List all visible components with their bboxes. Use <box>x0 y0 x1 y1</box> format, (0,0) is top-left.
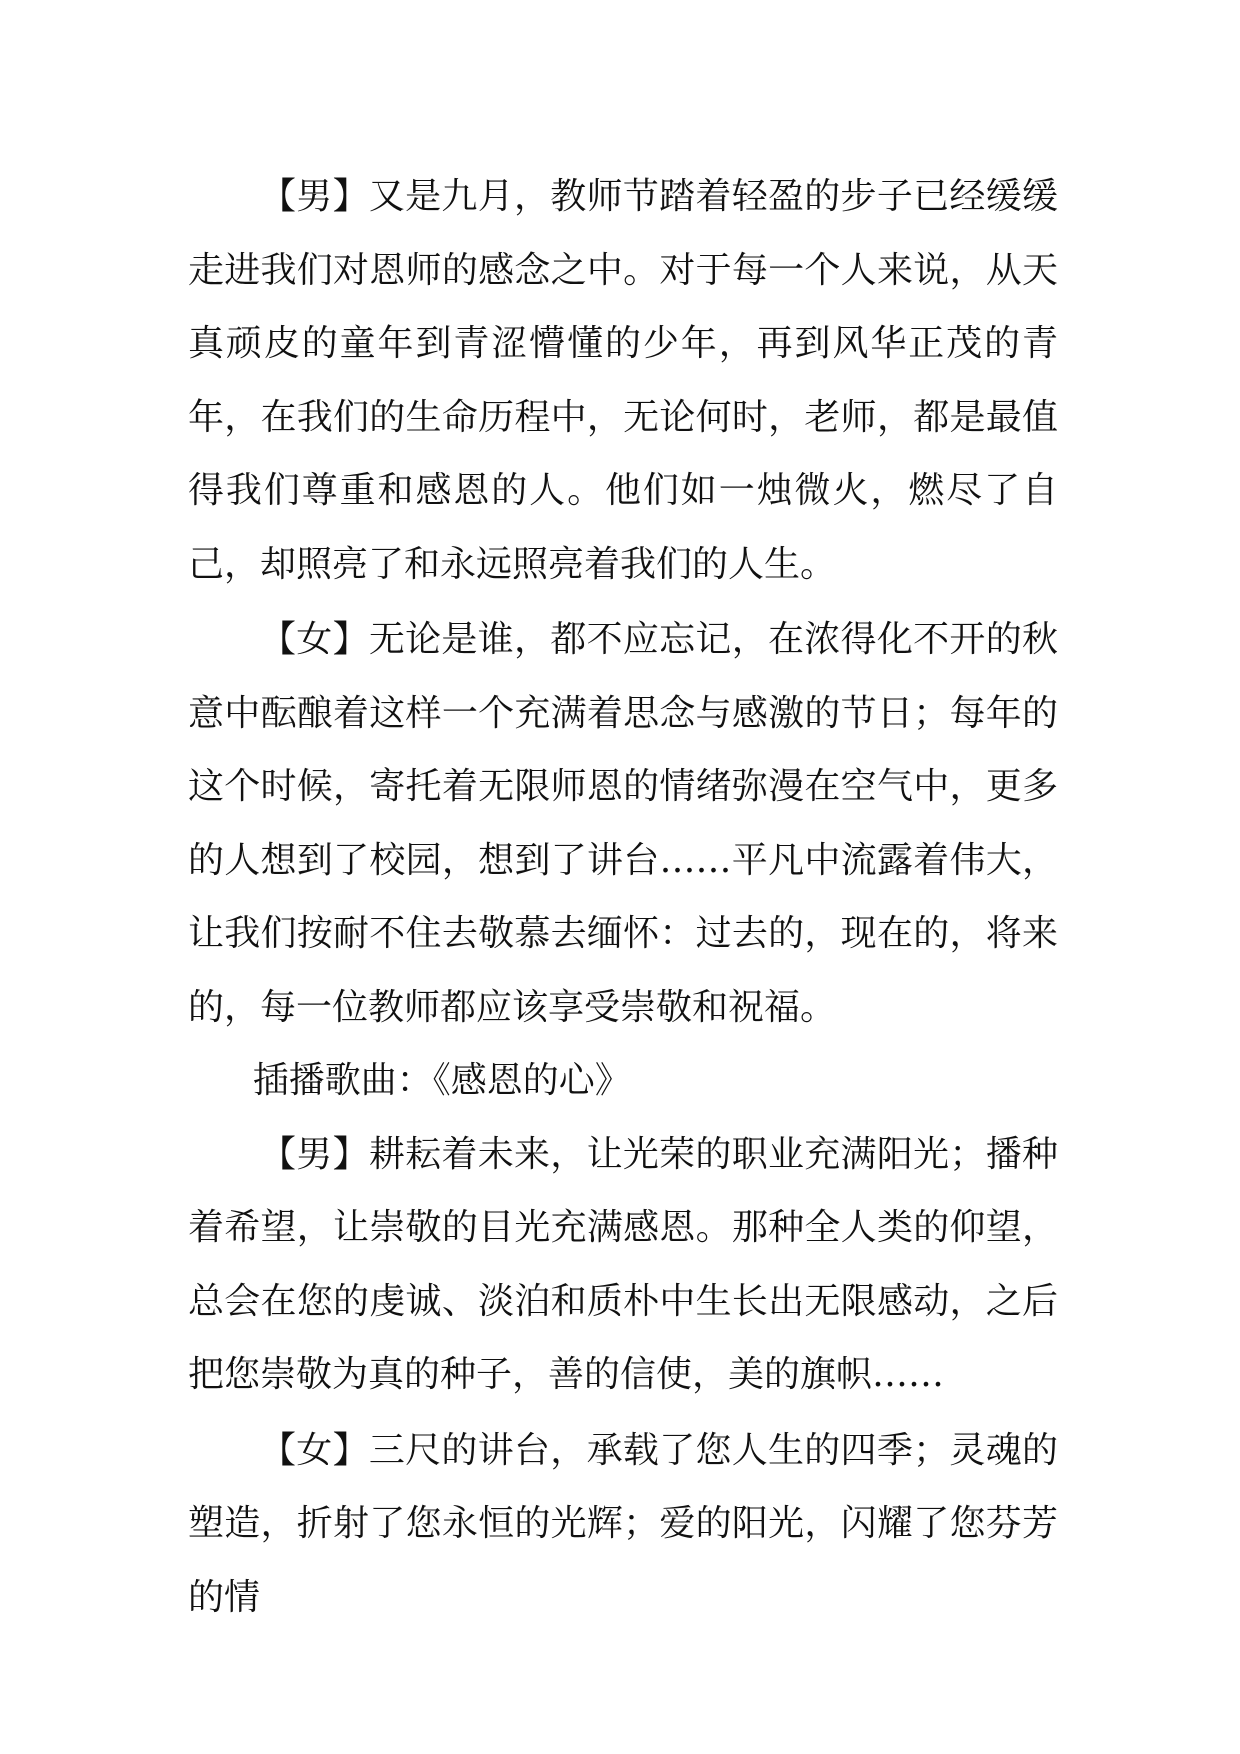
paragraph-text: 又是九月，教师节踏着轻盈的步子已经缓缓走进我们对恩师的感念之中。对于每一个人来说，从天真顽皮的童年到青涩懵懂的少年，再到风华正茂的青年，在我们的生命历程中，无论何时，老师，都是最值得我们尊重和感恩的人。他们如一烛微火，燃尽了自己，却照亮了和永远照亮着我们的人生。 <box>188 176 1058 585</box>
paragraph-female-1 <box>188 603 1058 1044</box>
speaker-label-male: 【男】 <box>260 1133 369 1175</box>
document-body <box>188 160 1058 1634</box>
speaker-label-female: 【女】 <box>260 1429 369 1471</box>
speaker-label-female: 【女】 <box>260 619 369 660</box>
song-insert-text: 插播歌曲：《感恩的心》 <box>252 1060 631 1101</box>
speaker-label-male: 【男】 <box>260 176 369 217</box>
paragraph-male-2 <box>188 1118 1058 1412</box>
paragraph-text: 耕耘着未来，让光荣的职业充满阳光；播种着希望，让崇敬的目光充满感恩。那种全人类的仰望，总会在您的虔诚、淡泊和质朴中生长出无限感动，之后把您崇敬为真的种子，善的信使，美的旗帜…… <box>188 1133 1058 1395</box>
paragraph-female-2 <box>188 1414 1058 1635</box>
song-insert-line <box>188 1044 1058 1118</box>
paragraph-text: 无论是谁，都不应忘记，在浓得化不开的秋意中酝酿着这样一个充满着思念与感激的节日；每年的这个时候，寄托着无限师恩的情绪弥漫在空气中，更多的人想到了校园，想到了讲台……平凡中流露着伟大，让我们按耐不住去敬慕去缅怀：过去的，现在的，将来的，每一位教师都应该享受崇敬和祝福。 <box>188 619 1058 1028</box>
paragraph-text: 三尺的讲台，承载了您人生的四季；灵魂的塑造，折射了您永恒的光辉；爱的阳光，闪耀了您芬芳的情 <box>188 1429 1058 1618</box>
paragraph-male-1 <box>188 160 1058 601</box>
